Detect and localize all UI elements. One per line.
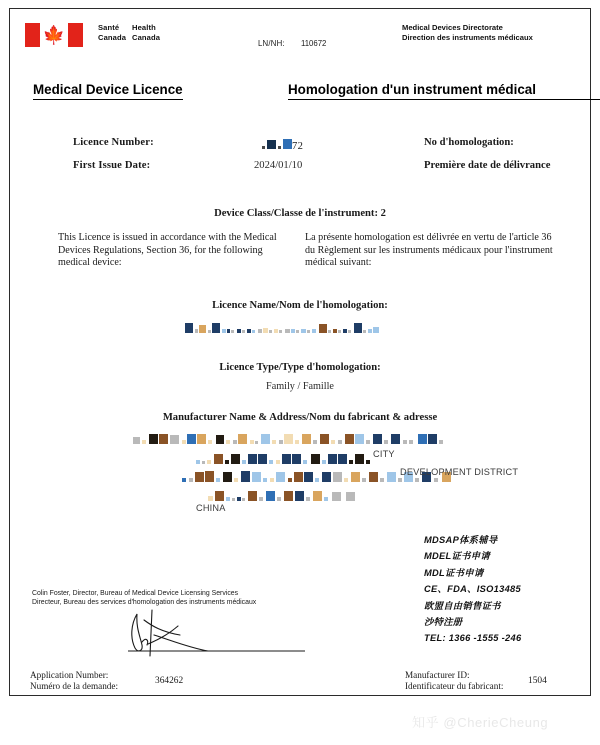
device-class: Device Class/Classe de l'instrument: 2 [214,208,386,219]
annotation-line-5: 欧盟自由销售证书 [424,600,501,611]
country-fr: Canada [98,32,127,42]
application-number-value: 364262 [155,676,184,686]
manufacturer-country-text: CHINA [196,503,226,513]
lnnh-label: LN/NH: [258,39,285,48]
lnnh-value: 110672 [300,39,327,48]
manufacturer-id-label-en: Manufacturer ID: [405,670,470,680]
manufacturer-address-line-2-redaction [196,450,370,464]
licence-number-visible-digits: 72 [292,141,304,152]
lnnh-field [258,39,326,48]
manufacturer-id-label-fr: Identificateur du fabricant: [405,680,504,691]
title-english: Medical Device Licence [33,82,183,100]
manufacturer-id-label [405,670,503,691]
first-issue-date-label: First Issue Date: [73,160,151,171]
licence-number-label-fr: No d'homologation: [424,137,514,148]
legal-paragraph-english: This Licence is issued in accordance with the Medical Devices Regulations, Section 36, for the following medical device: [58,232,277,269]
country-en: Canada [132,32,161,42]
annotation-line-6: 沙特注册 [424,617,463,628]
agency-name-en: Health [132,23,156,32]
manufacturer-id-value: 1504 [528,676,547,686]
signatory-name-fr: Directeur, Bureau des services d'homologation des instruments médicaux [32,598,257,606]
directorate-en: Medical Devices Directorate [402,23,503,32]
application-number-label-fr: Numéro de la demande: [30,680,119,691]
licence-type-heading: Licence Type/Type d'homologation: [219,362,381,373]
directorate-block [402,23,533,43]
manufacturer-address-line-1-redaction [133,430,443,444]
application-number-label [30,670,118,691]
licence-name-heading: Licence Name/Nom de l'homologation: [212,300,388,311]
licence-type-value: Family / Famille [266,381,334,392]
first-issue-date-value: 2024/01/10 [254,160,303,171]
annotation-phone: TEL: 1366 -1555 -246 [424,633,522,644]
canada-flag-icon: 🍁 [25,23,83,47]
annotation-line-1: MDSAP体系辅导 [424,535,498,545]
title-french: Homologation d'un instrument médical [288,82,600,100]
manufacturer-district-text: DEVELOPMENT DISTRICT [400,467,519,477]
agency-wordmark [98,23,160,42]
licence-number-label: Licence Number: [73,137,154,148]
manufacturer-address-line-4-redaction [208,487,355,501]
watermark: 知乎 @CherieCheung [412,715,549,730]
manufacturer-heading: Manufacturer Name & Address/Nom du fabricant & adresse [162,412,438,423]
annotation-line-3: MDL证书申请 [424,567,484,578]
licence-number-value [262,137,303,152]
signatory-name-en: Colin Foster, Director, Bureau of Medical Device Licensing Services [32,590,239,597]
licence-name-redaction [185,320,379,333]
document-header [10,9,590,53]
manufacturer-city-text: CITY [373,449,395,459]
directorate-fr: Direction des instruments médicaux [402,32,533,42]
application-number-label-en: Application Number: [30,670,109,680]
licence-number-redaction [262,137,292,149]
annotation-line-2: MDEL证书申请 [424,551,490,562]
signature-image [30,604,310,659]
agency-name-fr: Santé [98,23,120,32]
annotation-line-4: CE、FDA、ISO13485 [424,584,521,595]
service-annotation-block [424,532,521,647]
legal-paragraph-french: La présente homologation est délivrée en vertu de l'article 36 du Règlement sur les instruments médicaux pour l'instrument médical suivant: [305,232,553,269]
first-issue-date-label-fr: Première date de délivrance [424,160,551,171]
